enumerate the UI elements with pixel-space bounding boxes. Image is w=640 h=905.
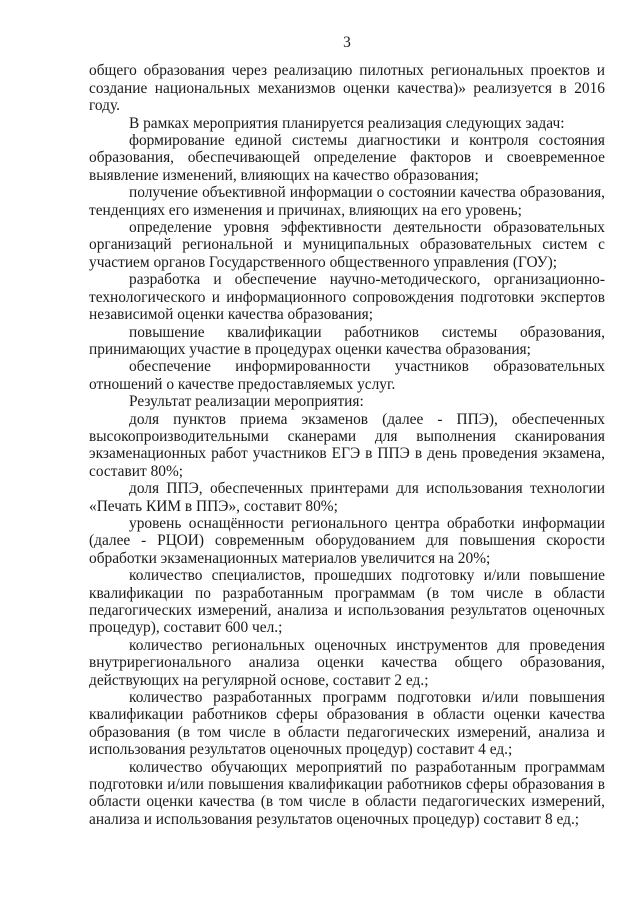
paragraph: доля пунктов приема экзаменов (далее - ППЭ), обеспеченных высокопроизводительными сканерами для выполнения сканирования экзаменационных работ участников ЕГЭ в ППЭ в день проведения экзамена, составит 80%; xyxy=(89,410,605,480)
document-page xyxy=(89,34,605,828)
paragraph: количество специалистов, прошедших подготовку и/или повышение квалификации по разработанным программам (в том числе в области педагогических измерений, анализа и использования результатов оценочных процедур), составит 600 чел.; xyxy=(89,567,605,637)
paragraph: количество разработанных программ подготовки и/или повышения квалификации работников сферы образования в области оценки качества образования (в том числе в области педагогических измерений, анализа и использования результатов оценочных процедур) составит 4 ед.; xyxy=(89,689,605,759)
paragraph: обеспечение информированности участников образовательных отношений о качестве предоставляемых услуг. xyxy=(89,358,605,393)
document-body xyxy=(89,62,605,828)
paragraph: формирование единой системы диагностики и контроля состояния образования, обеспечивающей определение факторов и своевременное выявление изменений, влияющих на качество образования; xyxy=(89,132,605,184)
paragraph: уровень оснащённости регионального центра обработки информации (далее - РЦОИ) современным оборудованием для повышения скорости обработки экзаменационных материалов увеличится на 20%; xyxy=(89,514,605,567)
page-number: 3 xyxy=(343,34,351,51)
paragraph: получение объективной информации о состоянии качества образования, тенденциях его изменения и причинах, влияющих на его уровень; xyxy=(89,184,605,219)
paragraph: В рамках мероприятия планируется реализация следующих задач: xyxy=(129,114,565,132)
paragraph: количество региональных оценочных инструментов для проведения внутрирегионального анализа оценки качества общего образования, действующих на регулярной основе, составит 2 ед.; xyxy=(89,636,605,689)
paragraph: разработка и обеспечение научно-методического, организационно-технологического и информационного сопровождения подготовки экспертов независимой оценки качества образования; xyxy=(89,271,605,324)
paragraph: количество обучающих мероприятий по разработанным программам подготовки и/или повышения квалификации работников сферы образования в области оценки качества (в том числе в области педагогических измерений, анализа и использования результатов оценочных процедур) составит 8 ед.; xyxy=(89,758,605,828)
paragraph: определение уровня эффективности деятельности образовательных организаций региональной и муниципальных образовательных систем с участием органов Государственного общественного управления (ГОУ); xyxy=(89,219,605,271)
paragraph: доля ППЭ, обеспеченных принтерами для использования технологии «Печать КИМ в ППЭ», составит 80%; xyxy=(89,480,605,515)
paragraph: Результат реализации мероприятия: xyxy=(129,393,364,411)
paragraph: повышение квалификации работников системы образования, принимающих участие в процедурах оценки качества образования; xyxy=(89,323,605,358)
paragraph: общего образования через реализацию пилотных региональных проектов и создание национальных механизмов оценки качества)» реализуется в 2016 году. xyxy=(89,62,605,115)
